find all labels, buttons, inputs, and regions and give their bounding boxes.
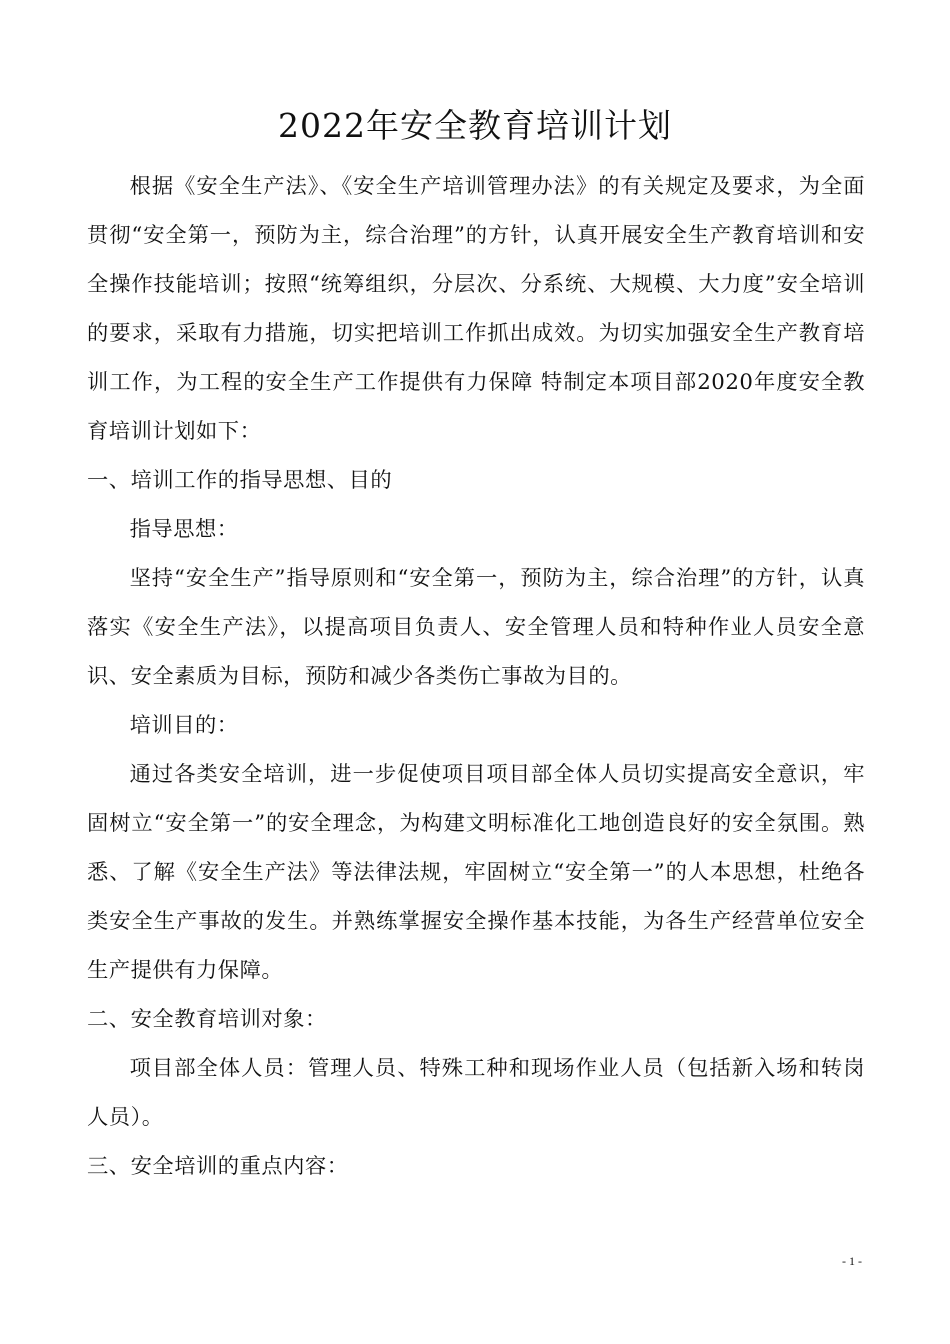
section-heading-1: 一、培训工作的指导思想、目的 <box>87 468 393 493</box>
intro-paragraph: 根据《安全生产法》、《安全生产培训管理办法》的有关规定及要求，为全面贯彻“安全第一，预防为主，综合治理”的方针，认真开展安全生产教育培训和安全操作技能培训；按照“统筹组织，分层次、分系统、大规模、大力度”安全培训的要求，采取有力措施，切实把培训工作抓出成效。为切实加强安全生产教育培训工作，为工程的安全生产工作提供有力保障 特制定本项目部2020年度安全教育培训计划如下： <box>87 174 865 444</box>
training-target-paragraph: 项目部全体人员：管理人员、特殊工种和现场作业人员（包括新入场和转岗人员）。 <box>87 1056 865 1130</box>
training-purpose-paragraph: 通过各类安全培训，进一步促使项目项目部全体人员切实提高安全意识，牢固树立“安全第一”的安全理念，为构建文明标准化工地创造良好的安全氛围。熟悉、了解《安全生产法》等法律法规，牢固树立“安全第一”的人本思想，杜绝各类安全生产事故的发生。并熟练掌握安全操作基本技能，为各生产经营单位安全生产提供有力保障。 <box>87 762 865 983</box>
guiding-thought-paragraph: 坚持“安全生产”指导原则和“安全第一，预防为主，综合治理”的方针，认真落实《安全生产法》，以提高项目负责人、安全管理人员和特种作业人员安全意识、安全素质为目标，预防和减少各类伤亡事故为目的。 <box>87 566 865 689</box>
section-heading-3: 三、安全培训的重点内容： <box>87 1154 349 1179</box>
document-title: 2022年安全教育培训计划 <box>278 106 672 145</box>
subheading-training-purpose: 培训目的： <box>129 713 239 738</box>
subheading-guiding-thought: 指导思想： <box>129 517 239 542</box>
section-heading-2: 二、安全教育培训对象： <box>87 1007 327 1032</box>
page-number: - 1 - <box>842 1254 862 1268</box>
document-body <box>87 162 865 1191</box>
